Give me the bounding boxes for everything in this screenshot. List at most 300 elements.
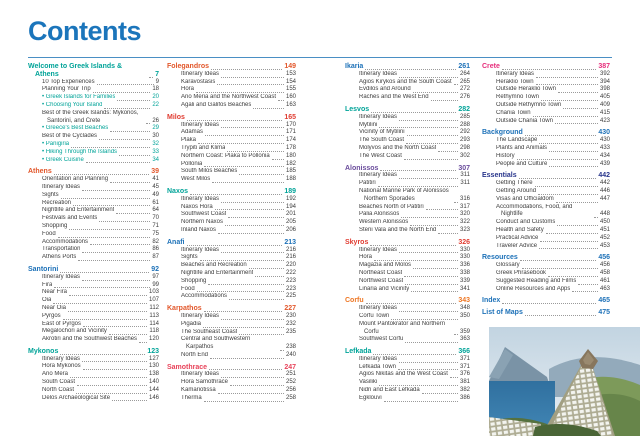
section-page-number: 326 bbox=[458, 238, 470, 246]
dot-leader bbox=[60, 354, 145, 355]
entry-page-number: 154 bbox=[285, 78, 296, 85]
dot-leader bbox=[221, 127, 284, 128]
entry-page-number: 252 bbox=[285, 379, 296, 386]
entry-page-number: 323 bbox=[459, 226, 470, 233]
dot-leader bbox=[82, 252, 150, 253]
toc-entry bbox=[167, 71, 296, 79]
toc-entry bbox=[28, 215, 159, 223]
entry-label: Itinerary Ideas bbox=[181, 70, 220, 77]
toc-entry bbox=[345, 180, 470, 188]
dot-leader bbox=[97, 84, 154, 85]
entry-label: Heraklio Town bbox=[496, 78, 534, 85]
toc-entry bbox=[28, 79, 159, 87]
entry-label: Outside Heraklio Town bbox=[496, 86, 556, 93]
dot-leader bbox=[63, 319, 148, 320]
toc-entry bbox=[167, 204, 296, 212]
section-page-number: 456 bbox=[598, 254, 610, 262]
toc-entry bbox=[482, 86, 610, 94]
section-label: Resources bbox=[482, 254, 518, 262]
entry-label: Raches and the West End bbox=[359, 94, 429, 101]
section-page-number: 92 bbox=[151, 265, 159, 273]
dot-leader bbox=[90, 244, 150, 245]
dot-leader bbox=[204, 401, 284, 402]
dot-leader bbox=[253, 108, 284, 109]
section-page-number: 442 bbox=[598, 172, 610, 180]
dot-leader bbox=[76, 393, 147, 394]
dot-leader bbox=[61, 198, 151, 199]
toc-entry bbox=[167, 94, 296, 102]
dot-leader bbox=[365, 69, 456, 70]
dot-leader bbox=[228, 217, 284, 218]
dot-leader bbox=[198, 143, 284, 144]
section-title-skyros bbox=[345, 239, 470, 247]
section-page-number: 475 bbox=[598, 309, 610, 317]
entry-page-number: 118 bbox=[149, 328, 159, 335]
toc-entry bbox=[167, 329, 296, 337]
entry-page-number: 458 bbox=[599, 269, 610, 276]
entry-page-number: 322 bbox=[459, 219, 470, 226]
toc-entry bbox=[28, 231, 159, 239]
toc-column-1 bbox=[28, 63, 159, 406]
dot-leader bbox=[221, 202, 284, 203]
dot-leader bbox=[399, 362, 458, 363]
toc-entry bbox=[28, 395, 159, 403]
entry-page-number: 456 bbox=[599, 262, 610, 269]
entry-label: Glossary bbox=[496, 262, 520, 269]
entry-label: Southwest Coast bbox=[181, 211, 227, 218]
dot-leader bbox=[556, 202, 598, 203]
entry-page-number: 450 bbox=[599, 219, 610, 226]
entry-label: Shopping bbox=[42, 222, 68, 229]
entry-page-number: 394 bbox=[599, 78, 610, 85]
toc-entry bbox=[345, 371, 470, 379]
toc-entry bbox=[345, 286, 470, 294]
entry-label: Southwest Corfu bbox=[359, 336, 404, 343]
toc-entry bbox=[482, 71, 610, 79]
section-title-ikaria bbox=[345, 63, 470, 71]
entry-label: • Greek Cuisine bbox=[42, 156, 84, 163]
section-page-number: 165 bbox=[284, 113, 296, 121]
toc-entry bbox=[345, 94, 470, 102]
entry-page-number: 350 bbox=[459, 312, 470, 319]
entry-page-number: 382 bbox=[459, 387, 470, 394]
entry-label: Kamariotissa bbox=[181, 387, 216, 394]
entry-label: Accommodations bbox=[181, 293, 228, 300]
toc-entry bbox=[28, 86, 159, 94]
dot-leader bbox=[525, 135, 596, 136]
section-label: Skyros bbox=[345, 238, 369, 246]
entry-page-number: 174 bbox=[285, 137, 296, 144]
toc-entry bbox=[345, 254, 470, 262]
entry-page-number: 386 bbox=[459, 394, 470, 401]
entry-label: Suggested Reading and Films bbox=[496, 277, 577, 284]
section-title-anafi bbox=[167, 239, 296, 247]
section-label: Welcome to Greek Islands & Athens bbox=[28, 63, 123, 78]
toc-entry bbox=[345, 247, 470, 255]
section-title-list-of-maps bbox=[482, 309, 610, 317]
entry-label: Hora Samothrace bbox=[181, 379, 229, 386]
toc-entry bbox=[345, 356, 470, 364]
dot-leader bbox=[404, 159, 458, 160]
toc-entry bbox=[482, 153, 610, 161]
entry-label: Palia Alonissos bbox=[359, 211, 400, 218]
dot-leader bbox=[146, 123, 150, 124]
toc-entry bbox=[345, 379, 470, 387]
entry-page-number: 87 bbox=[152, 254, 159, 261]
entry-page-number: 265 bbox=[459, 78, 470, 85]
entry-page-number: 22 bbox=[152, 101, 159, 108]
toc-entry bbox=[167, 352, 296, 360]
entry-page-number: 311 bbox=[460, 180, 470, 187]
dot-leader bbox=[399, 252, 458, 253]
entry-page-number: 376 bbox=[459, 371, 470, 378]
dot-leader bbox=[71, 147, 150, 148]
toc-entry bbox=[482, 270, 610, 278]
dot-leader bbox=[517, 159, 598, 160]
entry-label: Karavostasis bbox=[181, 78, 216, 85]
section-title-karpathos bbox=[167, 305, 296, 313]
toc-entry bbox=[167, 219, 296, 227]
dot-leader bbox=[255, 276, 284, 277]
dot-leader bbox=[190, 194, 282, 195]
dot-leader bbox=[555, 123, 598, 124]
toc-entry bbox=[345, 270, 470, 278]
entry-page-number: 61 bbox=[152, 199, 159, 206]
entry-page-number: 348 bbox=[459, 305, 470, 312]
toc-section-karpathos bbox=[167, 305, 296, 360]
entry-page-number: 127 bbox=[148, 355, 159, 362]
dot-leader bbox=[218, 233, 284, 234]
entry-page-number: 256 bbox=[285, 387, 296, 394]
dot-leader bbox=[549, 166, 598, 167]
entry-label: Central and Southwestern Karpathos bbox=[181, 336, 251, 351]
section-label: Background bbox=[482, 129, 523, 137]
toc-entry bbox=[28, 313, 159, 321]
section-page-number: 465 bbox=[598, 297, 610, 305]
toc-entry bbox=[345, 145, 470, 153]
entry-page-number: 182 bbox=[285, 160, 296, 167]
toc-section-crete bbox=[482, 63, 610, 125]
entry-page-number: 170 bbox=[285, 121, 296, 128]
toc-entry bbox=[482, 286, 610, 294]
section-page-number: 213 bbox=[284, 238, 296, 246]
entry-label: Mytilini bbox=[359, 121, 378, 128]
section-title-lefkada bbox=[345, 348, 470, 356]
entry-label: Visas and Officialdom bbox=[496, 195, 554, 202]
dot-leader bbox=[438, 233, 458, 234]
entry-label: • Panigiria bbox=[42, 140, 70, 147]
dot-leader bbox=[558, 92, 598, 93]
entry-label: The South Coast bbox=[359, 137, 405, 144]
entry-label: Agios Kirykos and the South Coast bbox=[359, 78, 452, 85]
toc-entry bbox=[345, 204, 470, 212]
dot-leader bbox=[68, 311, 147, 312]
toc-entry bbox=[167, 168, 296, 176]
dot-leader bbox=[205, 135, 284, 136]
toc-entry bbox=[167, 247, 296, 255]
section-page-number: 227 bbox=[284, 305, 296, 313]
entry-page-number: 339 bbox=[459, 277, 470, 284]
toc-section-samothrace bbox=[167, 364, 296, 403]
dot-leader bbox=[83, 326, 147, 327]
dot-leader bbox=[104, 108, 150, 109]
section-page-number: 343 bbox=[458, 297, 470, 305]
section-label: Milos bbox=[167, 113, 185, 121]
toc-entry bbox=[167, 211, 296, 219]
toc-entry bbox=[482, 262, 610, 270]
toc-column-4 bbox=[482, 63, 610, 321]
entry-page-number: 235 bbox=[285, 328, 296, 335]
dot-leader bbox=[522, 268, 598, 269]
entry-label: The West Coast bbox=[359, 152, 402, 159]
entry-page-number: 293 bbox=[459, 137, 470, 144]
entry-page-number: 33 bbox=[152, 148, 159, 155]
entry-label: Sights bbox=[42, 191, 59, 198]
toc-entry bbox=[28, 110, 159, 126]
entry-label: Ano Mera bbox=[42, 371, 69, 378]
dot-leader bbox=[54, 287, 150, 288]
toc-section-lefkada bbox=[345, 348, 470, 403]
entry-page-number: 99 bbox=[152, 281, 159, 288]
dot-leader bbox=[225, 225, 284, 226]
entry-label: Vasiliki bbox=[359, 379, 378, 386]
entry-label: Food bbox=[42, 230, 56, 237]
entry-page-number: 461 bbox=[599, 277, 610, 284]
entry-label: Megalochori and Vicinity bbox=[42, 328, 107, 335]
entry-page-number: 49 bbox=[152, 191, 159, 198]
dot-leader bbox=[83, 369, 147, 370]
toc-section-list-of-maps bbox=[482, 309, 610, 317]
dot-leader bbox=[426, 209, 458, 210]
section-page-number: 39 bbox=[151, 168, 159, 176]
entry-label: Online Resources and Apps bbox=[496, 285, 571, 292]
entry-page-number: 223 bbox=[285, 285, 296, 292]
entry-label: Northeast Coast bbox=[359, 269, 403, 276]
entry-page-number: 264 bbox=[459, 70, 470, 77]
entry-page-number: 405 bbox=[599, 94, 610, 101]
dot-leader bbox=[69, 229, 150, 230]
entry-label: Getting There bbox=[496, 180, 533, 187]
dot-leader bbox=[373, 354, 456, 355]
toc-entry bbox=[482, 227, 610, 235]
toc-section-corfu bbox=[345, 297, 470, 344]
entry-label: Outside Rethymno Town bbox=[496, 101, 562, 108]
dot-leader bbox=[217, 84, 284, 85]
entry-label: Traveler Advice bbox=[496, 242, 538, 249]
dot-leader bbox=[197, 291, 284, 292]
entry-label: Itinerary Ideas bbox=[42, 273, 81, 280]
toc-entry bbox=[482, 219, 610, 227]
dot-leader bbox=[405, 342, 458, 343]
entry-label: Practical Advice bbox=[496, 234, 539, 241]
dot-leader bbox=[541, 100, 598, 101]
entry-page-number: 222 bbox=[285, 269, 296, 276]
dot-leader bbox=[391, 319, 458, 320]
entry-label: Delos Archaeological Site bbox=[42, 394, 111, 401]
dot-leader bbox=[422, 393, 458, 394]
section-page-number: 7 bbox=[155, 70, 159, 78]
entry-page-number: 206 bbox=[285, 226, 296, 233]
dot-leader bbox=[99, 221, 150, 222]
entry-label: History bbox=[496, 152, 515, 159]
entry-page-number: 70 bbox=[152, 215, 159, 222]
toc-entry bbox=[28, 102, 159, 110]
toc-entry bbox=[345, 395, 470, 403]
dot-leader bbox=[502, 69, 596, 70]
toc-section-milos bbox=[167, 114, 296, 184]
entry-label: People and Culture bbox=[496, 160, 548, 167]
entry-page-number: 363 bbox=[459, 336, 470, 343]
dot-leader bbox=[110, 182, 150, 183]
toc-entry bbox=[167, 278, 296, 286]
section-label: Anafi bbox=[167, 238, 185, 246]
entry-label: Pollonia bbox=[181, 160, 203, 167]
toc-entry bbox=[167, 254, 296, 262]
entry-label: Ano Meria and the Northwest Coast bbox=[181, 94, 277, 101]
entry-label: Getting Around bbox=[496, 187, 537, 194]
entry-label: Health and Safety bbox=[496, 226, 544, 233]
dot-leader bbox=[546, 233, 598, 234]
section-page-number: 247 bbox=[284, 363, 296, 371]
entry-label: Plaka bbox=[181, 137, 197, 144]
toc-entry bbox=[482, 243, 610, 251]
dot-leader bbox=[378, 186, 459, 187]
entry-page-number: 238 bbox=[285, 344, 296, 351]
section-label: Samothrace bbox=[167, 363, 208, 371]
entry-label: Itinerary Ideas bbox=[359, 355, 398, 362]
entry-label: Near Fira bbox=[42, 289, 68, 296]
entry-page-number: 288 bbox=[459, 121, 470, 128]
dot-leader bbox=[221, 252, 284, 253]
toc-entry bbox=[28, 192, 159, 200]
dot-leader bbox=[563, 108, 598, 109]
dot-leader bbox=[119, 155, 150, 156]
toc-entry bbox=[482, 235, 610, 243]
entry-page-number: 86 bbox=[152, 246, 159, 253]
toc-entry bbox=[482, 110, 610, 118]
section-label: Naxos bbox=[167, 187, 189, 195]
entry-page-number: 434 bbox=[599, 152, 610, 159]
toc-entry bbox=[28, 379, 159, 387]
dot-leader bbox=[239, 334, 284, 335]
dot-leader bbox=[78, 260, 150, 261]
toc-entry bbox=[167, 313, 296, 321]
entry-page-number: 232 bbox=[285, 320, 296, 327]
toc-entry bbox=[482, 188, 610, 196]
entry-page-number: 381 bbox=[459, 379, 470, 386]
toc-entry bbox=[167, 153, 296, 161]
toc-entry bbox=[345, 313, 470, 321]
entry-page-number: 409 bbox=[599, 101, 610, 108]
toc-entry bbox=[28, 141, 159, 149]
section-page-number: 261 bbox=[458, 63, 470, 70]
entry-page-number: 155 bbox=[285, 86, 296, 93]
entry-page-number: 258 bbox=[285, 394, 296, 401]
dot-leader bbox=[117, 100, 150, 101]
dot-leader bbox=[211, 69, 282, 70]
entry-label: Egklouvi bbox=[359, 394, 382, 401]
entry-page-number: 178 bbox=[285, 144, 296, 151]
entry-page-number: 114 bbox=[149, 320, 159, 327]
dot-leader bbox=[70, 377, 147, 378]
entry-label: Itinerary Ideas bbox=[496, 70, 535, 77]
toc-entry bbox=[167, 176, 296, 184]
entry-page-number: 285 bbox=[459, 113, 470, 120]
entry-page-number: 205 bbox=[285, 219, 296, 226]
toc-entry bbox=[28, 328, 159, 336]
section-page-number: 307 bbox=[458, 164, 470, 172]
entry-label: National Marine Park of Alonissos Northern Sporades bbox=[359, 187, 449, 202]
entry-label: Itinerary Ideas bbox=[359, 172, 398, 179]
entry-label: Recreation bbox=[42, 199, 72, 206]
toc-entry bbox=[345, 172, 470, 180]
entry-page-number: 113 bbox=[149, 312, 159, 319]
entry-page-number: 439 bbox=[599, 160, 610, 167]
dot-leader bbox=[538, 194, 598, 195]
toc-entry bbox=[345, 122, 470, 130]
dot-leader bbox=[73, 205, 150, 206]
entry-page-number: 446 bbox=[599, 187, 610, 194]
entry-label: Near Oia bbox=[42, 304, 67, 311]
dot-leader bbox=[116, 213, 150, 214]
dot-leader bbox=[519, 178, 597, 179]
entry-page-number: 171 bbox=[285, 129, 296, 136]
toc-entry bbox=[345, 71, 470, 79]
toc-section-anafi bbox=[167, 239, 296, 301]
entry-label: Northern Coast: Plaka to Pollonia bbox=[181, 152, 270, 159]
entry-label: Itinerary Ideas bbox=[42, 355, 81, 362]
dot-leader bbox=[221, 319, 284, 320]
entry-label: Inland Naxos bbox=[181, 226, 217, 233]
entry-label: Itinerary Ideas bbox=[181, 195, 220, 202]
entry-page-number: 430 bbox=[599, 137, 610, 144]
toc-entry bbox=[167, 227, 296, 235]
dot-leader bbox=[230, 385, 284, 386]
entry-label: Best of the Greek Islands: Mykonos, Santorini, and Crete bbox=[42, 109, 139, 124]
toc-entry bbox=[482, 94, 610, 102]
toc-entry bbox=[345, 153, 470, 161]
entry-page-number: 452 bbox=[599, 234, 610, 241]
toc-entry bbox=[345, 336, 470, 344]
entry-page-number: 9 bbox=[155, 78, 159, 85]
entry-page-number: 107 bbox=[148, 297, 159, 304]
toc-entry bbox=[482, 145, 610, 153]
toc-entry bbox=[345, 305, 470, 313]
dot-leader bbox=[539, 248, 598, 249]
entry-page-number: 451 bbox=[599, 226, 610, 233]
dot-leader bbox=[557, 225, 598, 226]
entry-page-number: 160 bbox=[285, 94, 296, 101]
section-title-naxos bbox=[167, 188, 296, 196]
toc-entry bbox=[482, 180, 610, 188]
section-page-number: 430 bbox=[598, 129, 610, 137]
entry-label: North Coast bbox=[42, 386, 75, 393]
toc-entry bbox=[167, 293, 296, 301]
section-title-welcome bbox=[28, 63, 159, 79]
dot-leader bbox=[187, 245, 283, 246]
toc-section-lesvos bbox=[345, 106, 470, 161]
toc-section-background bbox=[482, 129, 610, 168]
toc-entry bbox=[167, 262, 296, 270]
section-page-number: 366 bbox=[458, 348, 470, 356]
entry-label: Shopping bbox=[181, 277, 207, 284]
entry-page-number: 272 bbox=[459, 86, 470, 93]
entry-label: Itinerary Ideas bbox=[181, 246, 220, 253]
entry-label: North End bbox=[181, 351, 209, 358]
entry-page-number: 34 bbox=[152, 156, 159, 163]
toc-entry bbox=[482, 102, 610, 110]
entry-page-number: 398 bbox=[599, 86, 610, 93]
